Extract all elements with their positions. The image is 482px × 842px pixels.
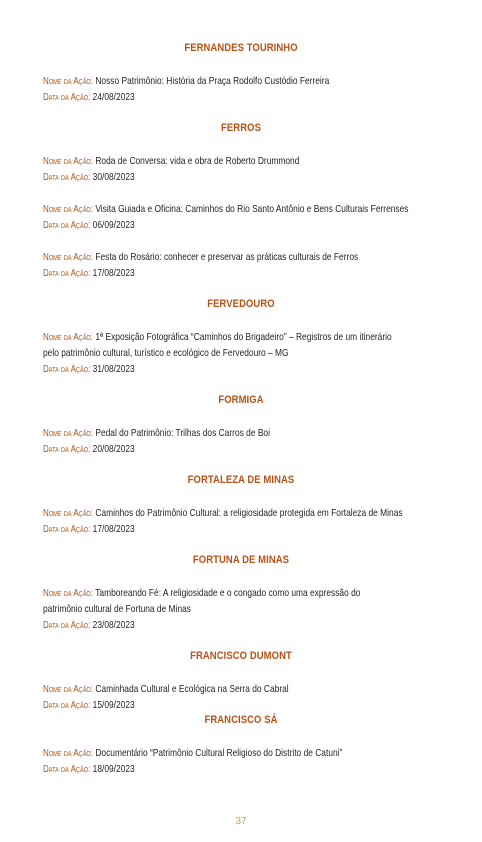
action-name-line bbox=[43, 153, 299, 170]
action-name-line bbox=[43, 73, 329, 90]
action-name: Caminhada Cultural e Ecológica na Serra do Cabral bbox=[95, 683, 289, 695]
action-name-label: Nome da Ação: bbox=[43, 428, 94, 439]
action-date-line bbox=[43, 265, 135, 282]
action-name-line bbox=[43, 249, 358, 266]
action-name: Tamboreando Fé: A religiosidade e o congado como uma expressão do bbox=[95, 587, 361, 599]
action-date: 18/09/2023 bbox=[92, 763, 135, 775]
action-date-label: Data da Ação: bbox=[43, 764, 91, 775]
action-name-line bbox=[43, 585, 360, 602]
action-name-continuation: patrimônio cultural de Fortuna de Minas bbox=[43, 603, 192, 615]
action-name-line bbox=[43, 745, 342, 762]
page-number: 37 bbox=[235, 816, 247, 827]
action-name-line bbox=[43, 681, 289, 698]
section-heading: FORTALEZA DE MINAS bbox=[187, 474, 295, 486]
action-name-label: Nome da Ação: bbox=[43, 252, 94, 263]
action-date-label: Data da Ação: bbox=[43, 220, 91, 231]
action-date: 15/09/2023 bbox=[92, 699, 135, 711]
action-date-label: Data da Ação: bbox=[43, 620, 91, 631]
action-name-continuation: pelo patrimônio cultural, turístico e ecológico de Fervedouro – MG bbox=[43, 347, 289, 359]
action-name-line bbox=[43, 329, 392, 346]
action-name-label: Nome da Ação: bbox=[43, 508, 94, 519]
action-date-line bbox=[43, 89, 135, 106]
section-heading: FRANCISCO DUMONT bbox=[190, 650, 292, 662]
action-name: Caminhos do Patrimônio Cultural: a religiosidade protegida em Fortaleza de Minas bbox=[95, 507, 403, 519]
action-date-label: Data da Ação: bbox=[43, 364, 91, 375]
action-name: Nosso Patrimônio: História da Praça Rodolfo Custódio Ferreira bbox=[95, 75, 330, 87]
action-date: 20/08/2023 bbox=[92, 443, 135, 455]
action-date-label: Data da Ação: bbox=[43, 444, 91, 455]
action-name: 1ª Exposição Fotográfica “Caminhos do Brigadeiro” – Registros de um itinerário bbox=[95, 331, 392, 343]
action-date-line bbox=[43, 169, 135, 186]
action-name-label: Nome da Ação: bbox=[43, 204, 94, 215]
action-name-label: Nome da Ação: bbox=[43, 156, 94, 167]
section-heading: FRANCISCO SÁ bbox=[204, 714, 278, 726]
action-name-label: Nome da Ação: bbox=[43, 588, 94, 599]
action-date-line bbox=[43, 617, 135, 634]
action-date-line bbox=[43, 217, 135, 234]
action-name: Documentário “Patrimônio Cultural Religioso do Distrito de Catuni” bbox=[95, 747, 343, 759]
action-name-label: Nome da Ação: bbox=[43, 76, 94, 87]
action-name-label: Nome da Ação: bbox=[43, 748, 94, 759]
action-date: 06/09/2023 bbox=[92, 219, 135, 231]
action-name-line bbox=[43, 425, 270, 442]
action-name-line bbox=[43, 201, 409, 218]
action-name-label: Nome da Ação: bbox=[43, 332, 94, 343]
action-date-line bbox=[43, 361, 135, 378]
action-date-line bbox=[43, 441, 135, 458]
action-date-line bbox=[43, 521, 135, 538]
action-name: Festa do Rosário: conhecer e preservar as práticas culturais de Ferros bbox=[95, 251, 359, 263]
action-date-label: Data da Ação: bbox=[43, 92, 91, 103]
section-heading: FORTUNA DE MINAS bbox=[192, 554, 290, 566]
action-name: Pedal do Patrimônio: Trilhas dos Carros de Boi bbox=[95, 427, 270, 439]
action-date-label: Data da Ação: bbox=[43, 700, 91, 711]
action-date: 24/08/2023 bbox=[92, 91, 135, 103]
action-date-line bbox=[43, 761, 135, 778]
action-date: 17/08/2023 bbox=[92, 267, 135, 279]
section-heading: FERROS bbox=[221, 122, 261, 134]
action-date-label: Data da Ação: bbox=[43, 524, 91, 535]
section-heading: FERNANDES TOURINHO bbox=[184, 42, 298, 54]
action-date: 31/08/2023 bbox=[92, 363, 135, 375]
action-date: 17/08/2023 bbox=[92, 523, 135, 535]
action-date-label: Data da Ação: bbox=[43, 268, 91, 279]
action-date: 23/08/2023 bbox=[92, 619, 135, 631]
section-heading: FERVEDOURO bbox=[207, 298, 275, 310]
action-date-line bbox=[43, 697, 135, 714]
action-name: Roda de Conversa: vida e obra de Roberto Drummond bbox=[95, 155, 300, 167]
action-date: 30/08/2023 bbox=[92, 171, 135, 183]
action-name-line bbox=[43, 505, 403, 522]
section-heading: FORMIGA bbox=[218, 394, 264, 406]
action-date-label: Data da Ação: bbox=[43, 172, 91, 183]
action-name-label: Nome da Ação: bbox=[43, 684, 94, 695]
action-name: Visita Guiada e Oficina: Caminhos do Rio Santo Antônio e Bens Culturais Ferrenses bbox=[95, 203, 409, 215]
